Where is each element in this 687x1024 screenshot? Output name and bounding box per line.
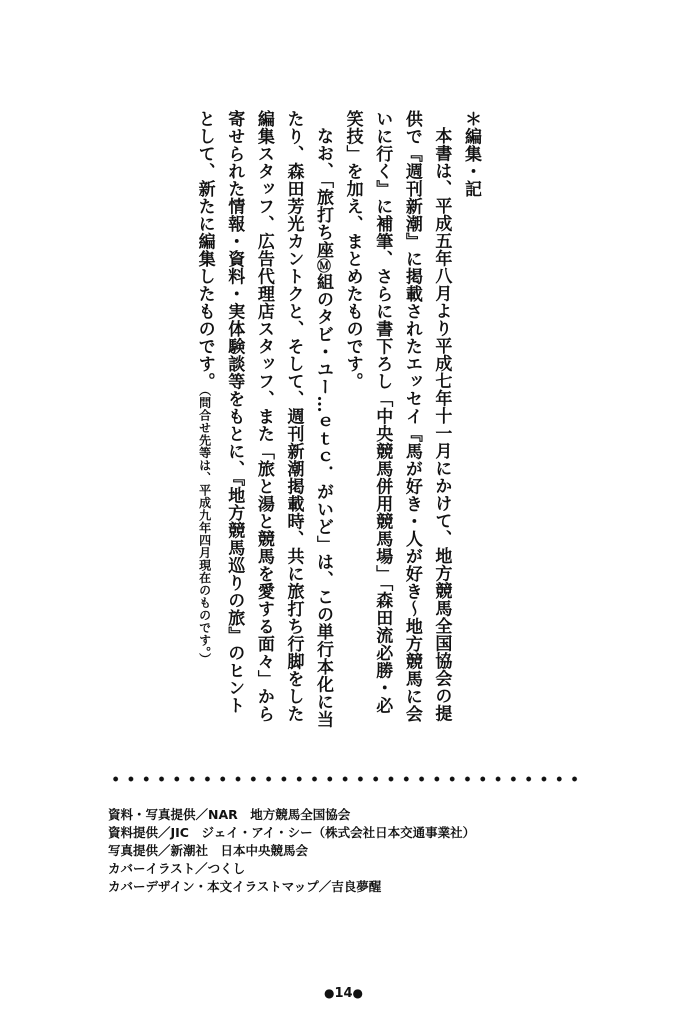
credit-line: カバーイラスト／つくし [108,861,246,876]
bullet-left-icon: ● [323,986,335,1000]
credit-line: 資料提供／JIC ジェイ・アイ・シー（株式会社日本交通事業社） [108,825,476,840]
notes-date-note: （問合せ先等は、平成九年四月現在のものです。） [197,390,212,666]
notes-paragraph-2-text-a: なお、「旅打ち座 [313,127,334,259]
notes-paragraph-1: 本書は、平成五年八月より平成七年十一月にかけて、地方競馬全国協会の提供で『週刊新潮』に掲載されたエッセイ『馬が好き・人が好き〜地方競馬に会いに行く』に補筆、さらに書下ろし「中央競馬併用競馬場」「森田流必勝・必笑技」を加え、まとめたものです。 [342,110,452,723]
page-number-value: 14 [334,986,353,1001]
credit-line: 写真提供／新潮社 日本中央競馬会 [108,843,309,858]
credits-block [108,806,578,896]
bullet-right-icon: ● [352,986,364,1000]
dotted-divider [108,775,582,783]
credit-line: 資料・写真提供／NAR 地方競馬全国協会 [108,807,351,822]
editorial-notes [189,110,485,730]
page-number [0,986,687,1001]
notes-paragraph-2 [189,110,337,730]
credit-line: カバーデザイン・本文イラストマップ／吉良夢醒 [108,879,382,894]
notes-heading: ＊編集・記 [461,110,481,198]
circled-letter: Ⓜ [315,258,332,273]
notes-paragraph-2-text-b: 組のタビ・ユー…ｅｔｃ．がいど」は、この単行本化に当たり、森田芳光カントクと、そして、週刊新潮掲載時、共に旅打ち行脚をした編集スタッフ、広告代理店スタッフ、また「旅と湯と競馬を愛する面々」から寄せられた情報・資料・実体験談等をもとに、『地方競馬巡りの旅』のヒントとして、新たに編集したものです。 [194,110,334,728]
